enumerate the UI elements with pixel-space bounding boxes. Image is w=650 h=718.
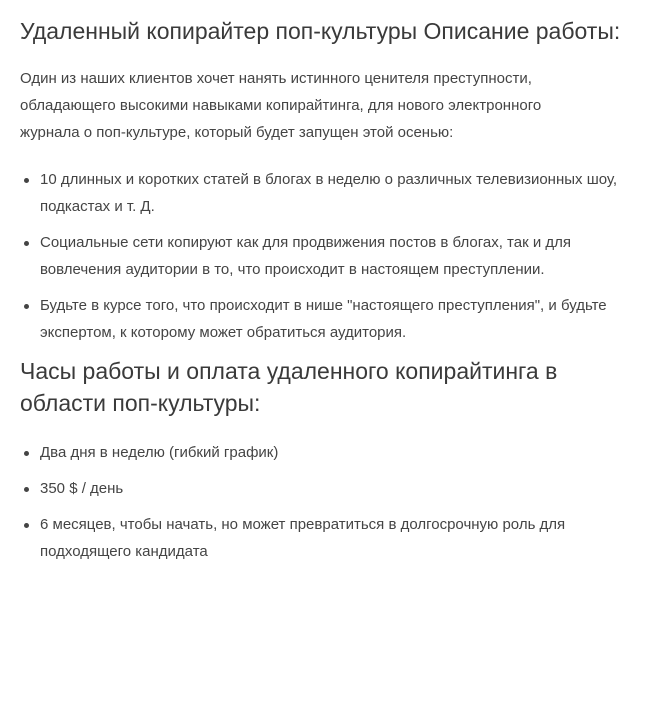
- list-item: Социальные сети копируют как для продвижения постов в блогах, так и для вовлечения аудитории в то, что происходит в настоящем преступлении.: [38, 229, 622, 283]
- hours-and-pay-heading: Часы работы и оплата удаленного копирайтинга в области поп-культуры:: [20, 358, 558, 416]
- list-item: 350 $ / день: [38, 475, 622, 502]
- duties-list: [20, 166, 622, 346]
- hours-pay-list: [20, 439, 622, 565]
- list-item: Будьте в курсе того, что происходит в нише "настоящего преступления", и будьте экспертом, к которому может обратиться аудитория.: [38, 292, 622, 346]
- list-item: Два дня в неделю (гибкий график): [38, 439, 622, 466]
- list-item: 6 месяцев, чтобы начать, но может превратиться в долгосрочную роль для подходящего кандидата: [38, 511, 622, 565]
- list-item: 10 длинных и коротких статей в блогах в неделю о различных телевизионных шоу, подкастах и т. Д.: [38, 166, 622, 220]
- job-description-heading: Удаленный копирайтер поп-культуры Описание работы:: [20, 18, 621, 44]
- job-intro-paragraph: Один из наших клиентов хочет нанять истинного ценителя преступности, обладающего высокими навыками копирайтинга, для нового электронного журнала о поп-культуре, который будет запущен этой осенью:: [20, 70, 542, 141]
